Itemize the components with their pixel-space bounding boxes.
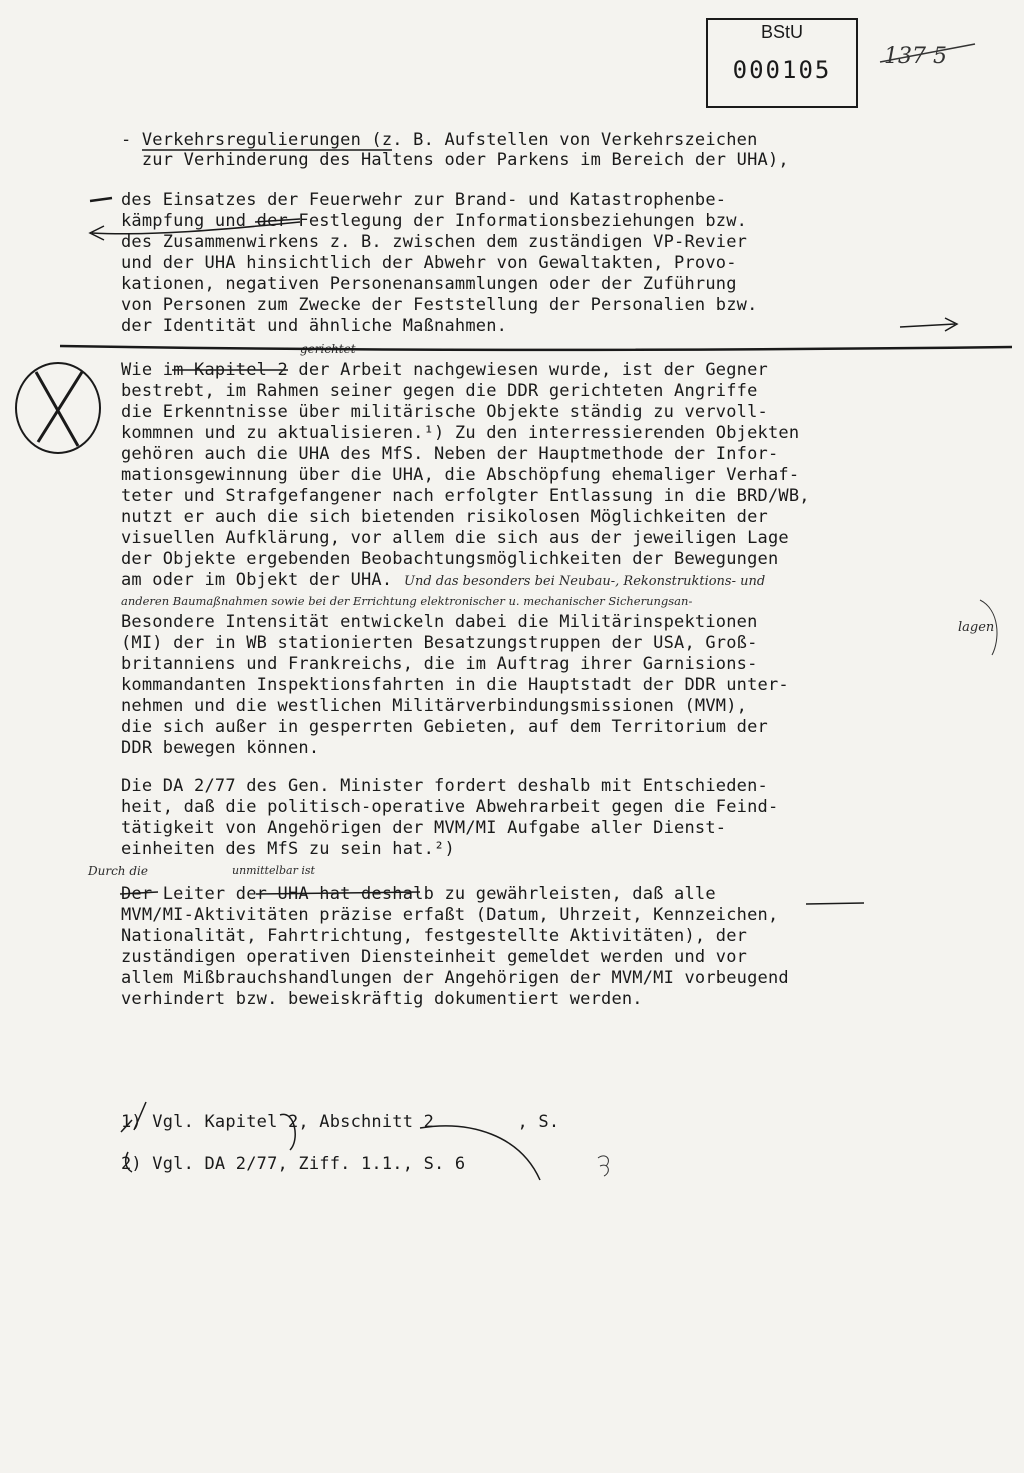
- stamp-number: 000105: [732, 56, 832, 84]
- text-line: die Erkenntnisse über militärische Objekte ständig zu vervoll-: [121, 402, 768, 422]
- text-line: von Personen zum Zwecke der Feststellung der Personalien bzw.: [121, 295, 758, 315]
- text-line: verhindert bzw. beweiskräftig dokumentiert werden.: [121, 989, 643, 1009]
- dash-mark: [90, 198, 112, 201]
- text-line: nehmen und die westlichen Militärverbindungsmissionen (MVM),: [121, 696, 748, 716]
- text-line: der Identität und ähnliche Maßnahmen.: [121, 316, 508, 336]
- text-line: Nationalität, Fahrtrichtung, festgestellte Aktivitäten), der: [121, 926, 748, 946]
- text-line: des Zusammenwirkens z. B. zwischen dem zuständigen VP-Revier: [121, 232, 748, 252]
- footnote-1: 1) Vgl. Kapitel 2, Abschnitt 2 , S.: [121, 1112, 560, 1132]
- text-line: der Objekte ergebenden Beobachtungsmöglichkeiten der Bewegungen: [121, 549, 779, 569]
- text-line: des Einsatzes der Feuerwehr zur Brand- und Katastrophenbe-: [121, 190, 727, 210]
- handwritten-insertion-1: Und das besonders bei Neubau-, Rekonstruktions- und: [404, 574, 766, 589]
- text-line: tätigkeit von Angehörigen der MVM/MI Aufgabe aller Dienst-: [121, 818, 727, 838]
- text-line: - Verkehrsregulierungen (z. B. Aufstellen von Verkehrszeichen: [121, 130, 758, 150]
- text-line: heit, daß die politisch-operative Abwehrarbeit gegen die Feind-: [121, 797, 779, 817]
- handwritten-gerichtet: gerichtet: [300, 342, 356, 356]
- text-line: Besondere Intensität entwickeln dabei die Militärinspektionen: [121, 612, 758, 632]
- handwritten-durch-die: Durch die: [88, 864, 148, 878]
- text-line: britanniens und Frankreichs, die im Auftrag ihrer Garnisions-: [121, 654, 758, 674]
- text-line: visuellen Aufklärung, vor allem die sich aus der jeweiligen Lage: [121, 528, 789, 548]
- text-line: kommnen und zu aktualisieren.¹) Zu den interressierenden Objekten: [121, 423, 800, 443]
- text-line: mationsgewinnung über die UHA, die Abschöpfung ehemaliger Verhaf-: [121, 465, 800, 485]
- arrow-left-head: [90, 226, 104, 240]
- circled-x-ring: [16, 363, 100, 453]
- text-line: die sich außer in gesperrten Gebieten, auf dem Territorium der: [121, 717, 768, 737]
- text-line: einheiten des MfS zu sein hat.²): [121, 839, 455, 859]
- underline-mark: [806, 903, 864, 904]
- page-number: 137 5: [884, 44, 947, 69]
- text-line: nutzt er auch die sich bietenden risikolosen Möglichkeiten der: [121, 507, 768, 527]
- text-line: zuständigen operativen Diensteinheit gemeldet werden und vor: [121, 947, 748, 967]
- handwritten-insertion-2: anderen Baumaßnahmen sowie bei der Errichtung elektronischer u. mechanischer Sicherungsan-: [121, 594, 693, 608]
- text-line: und der UHA hinsichtlich der Abwehr von Gewaltakten, Provo-: [121, 253, 737, 273]
- stamp-org: BStU: [760, 22, 803, 42]
- text-line: am oder im Objekt der UHA.: [121, 570, 393, 590]
- text-line: Die DA 2/77 des Gen. Minister fordert deshalb mit Entschieden-: [121, 776, 768, 796]
- text-line: allem Mißbrauchshandlungen der Angehörigen der MVM/MI vorbeugend: [121, 968, 789, 988]
- arrow-right-head: [945, 318, 957, 331]
- separator-line: [60, 346, 1012, 350]
- text-line: DDR bewegen können.: [121, 738, 320, 758]
- handwritten-insertion-3: lagen: [958, 620, 995, 635]
- text-line: MVM/MI-Aktivitäten präzise erfaßt (Datum, Uhrzeit, Kennzeichen,: [121, 905, 779, 925]
- text-line: kämpfung und der Festlegung der Informationsbeziehungen bzw.: [121, 211, 748, 231]
- text-line: kommandanten Inspektionsfahrten in die Hauptstadt der DDR unter-: [121, 675, 789, 695]
- text-line: (MI) der in WB stationierten Besatzungstruppen der USA, Groß-: [121, 633, 758, 653]
- text-line: kationen, negativen Personenansammlungen oder der Zuführung: [121, 274, 737, 294]
- text-line: teter und Strafgefangener nach erfolgter Entlassung in die BRD/WB,: [121, 486, 810, 506]
- text-line: Der Leiter der UHA hat deshalb zu gewährleisten, daß alle: [121, 884, 716, 904]
- text-line: Wie im Kapitel 2 der Arbeit nachgewiesen wurde, ist der Gegner: [121, 360, 768, 380]
- arrow-right-line: [900, 324, 955, 327]
- text-line: gehören auch die UHA des MfS. Neben der Hauptmethode der Infor-: [121, 444, 779, 464]
- footnote-mark: [598, 1156, 608, 1176]
- text-line: zur Verhinderung des Haltens oder Parkens im Bereich der UHA),: [121, 150, 789, 170]
- archive-stamp: [706, 18, 858, 108]
- handwritten-unmittelbar: unmittelbar ist: [232, 864, 315, 877]
- footnote-2: 2) Vgl. DA 2/77, Ziff. 1.1., S. 6: [121, 1154, 466, 1174]
- circled-x-cross: [36, 372, 82, 446]
- text-line: bestrebt, im Rahmen seiner gegen die DDR gerichteten Angriffe: [121, 381, 758, 401]
